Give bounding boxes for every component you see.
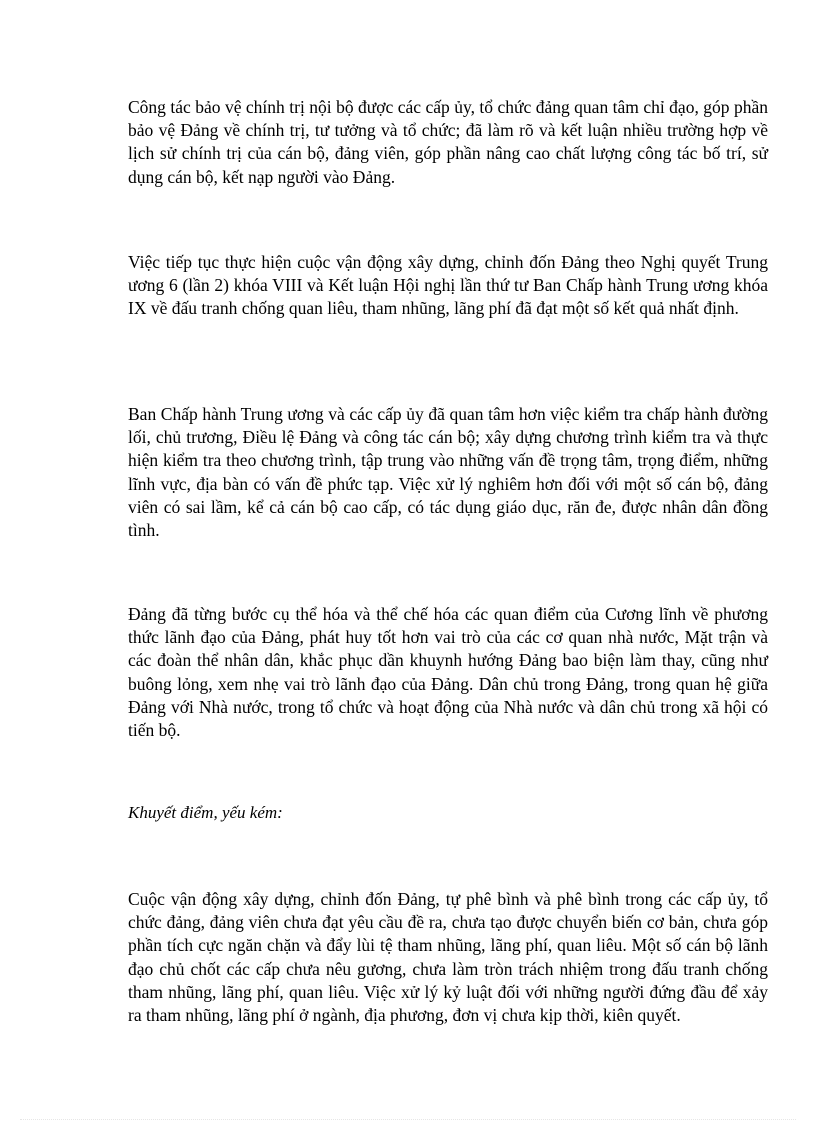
- paragraph-inspection-work: Ban Chấp hành Trung ương và các cấp ủy đã quan tâm hơn việc kiểm tra chấp hành đường lối, chủ trương, Điều lệ Đảng và công tác cán bộ; xây dựng chương trình kiểm tra và thực hiện kiểm tra theo chương trình, tập trung vào những vấn đề trọng tâm, trọng điểm, những lĩnh vực, địa bàn có vấn đề phức tạp. Việc xử lý nghiêm hơn đối với một số cán bộ, đảng viên có sai lầm, kể cả cán bộ cao cấp, có tác dụng giáo dục, răn đe, được nhân dân đồng tình.: [128, 404, 768, 541]
- paragraph-internal-political-security: Công tác bảo vệ chính trị nội bộ được các cấp ủy, tổ chức đảng quan tâm chỉ đạo, góp phần bảo vệ Đảng về chính trị, tư tưởng và tổ chức; đã làm rõ và kết luận nhiều trường hợp về lịch sử chính trị của cán bộ, đảng viên, góp phần nâng cao chất lượng công tác bố trí, sử dụng cán bộ, kết nạp người vào Đảng.: [128, 97, 768, 187]
- page-bottom-divider: [20, 1119, 796, 1120]
- paragraph-leadership-methods: Đảng đã từng bước cụ thể hóa và thể chế hóa các quan điểm của Cương lĩnh về phương thức lãnh đạo của Đảng, phát huy tốt hơn vai trò của các cơ quan nhà nước, Mặt trận và các đoàn thể nhân dân, khắc phục dần khuynh hướng Đảng bao biện làm thay, cũng như buông lỏng, xem nhẹ vai trò lãnh đạo của Đảng. Dân chủ trong Đảng, trong quan hệ giữa Đảng với Nhà nước, trong tổ chức và hoạt động của Nhà nước và dân chủ trong xã hội có tiến bộ.: [128, 604, 768, 741]
- paragraph-shortcomings: Cuộc vận động xây dựng, chỉnh đốn Đảng, tự phê bình và phê bình trong các cấp ủy, tổ chức đảng, đảng viên chưa đạt yêu cầu đề ra, chưa tạo được chuyển biến cơ bản, chưa góp phần tích cực ngăn chặn và đẩy lùi tệ tham nhũng, lãng phí, quan liêu. Một số cán bộ lãnh đạo chủ chốt các cấp chưa nêu gương, chưa làm tròn trách nhiệm trong đấu tranh chống tham nhũng, lãng phí, quan liêu. Việc xử lý kỷ luật đối với những người đứng đầu để xảy ra tham nhũng, lãng phí ở ngành, địa phương, đơn vị chưa kịp thời, kiên quyết.: [128, 889, 768, 1026]
- section-heading-shortcomings: Khuyết điểm, yếu kém:: [128, 803, 283, 822]
- paragraph-party-rectification-campaign: Việc tiếp tục thực hiện cuộc vận động xây dựng, chỉnh đốn Đảng theo Nghị quyết Trung ương 6 (lần 2) khóa VIII và Kết luận Hội nghị lần thứ tư Ban Chấp hành Trung ương khóa IX về đấu tranh chống quan liêu, tham nhũng, lãng phí đã đạt một số kết quả nhất định.: [128, 252, 768, 319]
